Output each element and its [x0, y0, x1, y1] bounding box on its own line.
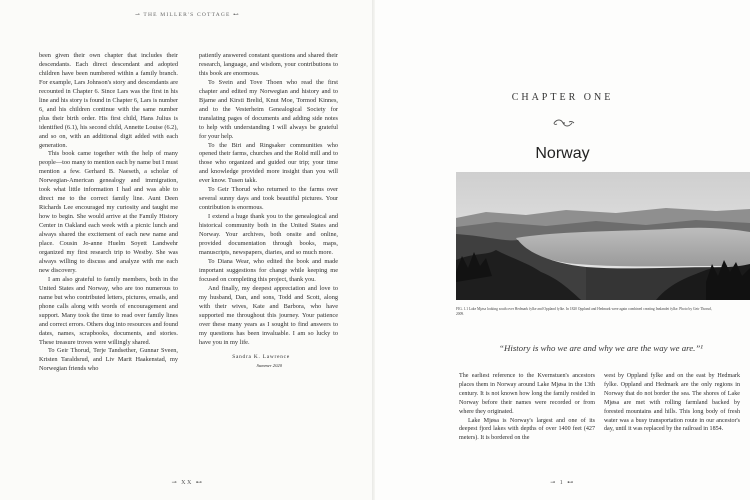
- lake-photograph: [456, 172, 750, 300]
- page-number: ⊸ 1 ⊷: [550, 480, 575, 486]
- signature-date: Summer 2020: [256, 363, 282, 369]
- epigraph-quote: “History is who we are and why we are the way we are.”¹: [499, 343, 703, 353]
- paragraph: To Svein and Tove Thoen who read the first chapter and edited my Norwegian and history and to Bjarne and Kirsti Brelid, Knut Moe, Tormod Kinnes, and to the Vesterheim Genealogical Society for translating pages of documents and adding side notes to help with understanding I will always be grateful for your help.: [199, 78, 338, 140]
- running-head: ⊸ THE MILLER'S COTTAGE ⊷: [135, 12, 240, 18]
- photo-caption: FIG. 1.1 Lake Mjøsa looking south over Hedmark fylke and Oppland fylke. In 1820 Oppland and Hedmark were again combined creating Innlandet fylke. Photo by Geir Thorud, 2009.: [456, 307, 712, 316]
- paragraph: To Geir Thorud, Terje Tandsether, Gunnar Sveen, Kristen Taraldsrud, and Liv Marit Haakenstad, my Norwegian friends who: [39, 347, 178, 373]
- paragraph: This book came together with the help of many people—too many to mention each by name but I must mention a few. Gerhard B. Naeseth, a scholar of Norwegian-American genealogy and immigration, took what little information I had and was able to direct me to the correct family line. Aunt Deen Richards Lee encouraged my curiosity and taught me how to begin. She would arrive at the Family History Center in Oakland each week with a picnic lunch and always shared the excitement of each new name and place. Cousin Jo-anne Huelm Soyett Landwehr organized my first research trip to Westby. She was always willing to discuss and analyze with me each new discovery.: [39, 150, 178, 274]
- chapter-title: Norway: [535, 145, 590, 162]
- right-column-2: [604, 372, 740, 434]
- paragraph: I extend a huge thank you to the genealogical and historical community both in the United States and Norway. Your archives, both onsite and online, provided documentation through books, maps, manuscripts, newspapers, diaries, and so much more.: [199, 213, 338, 256]
- paragraph: west by Oppland fylke and on the east by Hedmark fylke. Oppland and Hedmark are the only regions in Norway that do not border the sea. The shores of Lake Mjøsa are met with rolling farmland backed by forested mountains and hills. This long body of fresh water was a busy transportation route in our ancestor's day, until it was replaced by the railroad in 1854.: [604, 373, 740, 433]
- left-column-1: [39, 52, 178, 374]
- paragraph: To Diana Wear, who edited the book and made important suggestions for change while keeping me focused on completing this project, thank you.: [199, 257, 338, 283]
- right-page: [375, 0, 750, 500]
- left-column-2: [199, 52, 338, 371]
- paragraph: The earliest reference to the Kvernstuen's ancestors places them in Norway around Lake Mjøsa in the 13th century. It is not known how long the family resided in Norway before their names were recorded or from where they originated.: [459, 373, 595, 415]
- paragraph: And finally, my deepest appreciation and love to my husband, Dan, and sons, Todd and Scott, along with their wives, Kate and Barbora, who have supported me throughout this journey. Your patience over these many years as I sought to find answers to my questions has been invaluable. I am so lucky to have you in my life.: [199, 284, 338, 346]
- chapter-label: CHAPTER ONE: [511, 92, 614, 103]
- paragraph: Lake Mjøsa is Norway's largest and one of its deepest fjord lakes with depths of over 1400 feet (427 meters). It is bordered on the: [459, 417, 595, 442]
- paragraph: To the Biri and Ringsaker communities who opened their farms, churches and the Rolid mill and to those who organized and guided our trip; your time and knowledge provided more insight than you will ever know. Tusen takk.: [199, 141, 338, 185]
- page-number: ⊸ XX ⊷: [171, 480, 204, 486]
- signature-name: Sandra K. Lawrence: [232, 354, 290, 361]
- paragraph: I am also grateful to family members, both in the United States and Norway, who are too numerous to name but who contributed letters, pictures, emails, and phone calls along with words of encouragement and support. Many took the time to read over family lines and correct errors. Others dug into resources and found dates, names, scrapbooks, documents, and stories. These treasure troves were willingly shared.: [39, 275, 179, 346]
- paragraph: To Geir Thorud who returned to the farms over several sunny days and took beautiful pictures. Your contribution is enormous.: [199, 186, 338, 212]
- right-column-1: [459, 372, 595, 443]
- flourish-ornament-icon: [552, 118, 576, 128]
- paragraph: been given their own chapter that includes their descendants. Each direct descendant and adopted children have been numbered within a family branch. For example, Lars Johnson's story and descendants are recounted in Chapter 6. Since Lars was the first in his line and his story is found in Chapter 6, Lars is number 6, and his children continue with the same number plus their birth order. His first child, Hans Julius is identified (6.1), his second child, Annette Louise (6.2), and so on, with an additional digit added with each generation.: [39, 52, 178, 149]
- paragraph: patiently answered constant questions and shared their research, language, and wisdom, your contributions to this book are enormous.: [199, 52, 338, 77]
- signature: [199, 353, 338, 371]
